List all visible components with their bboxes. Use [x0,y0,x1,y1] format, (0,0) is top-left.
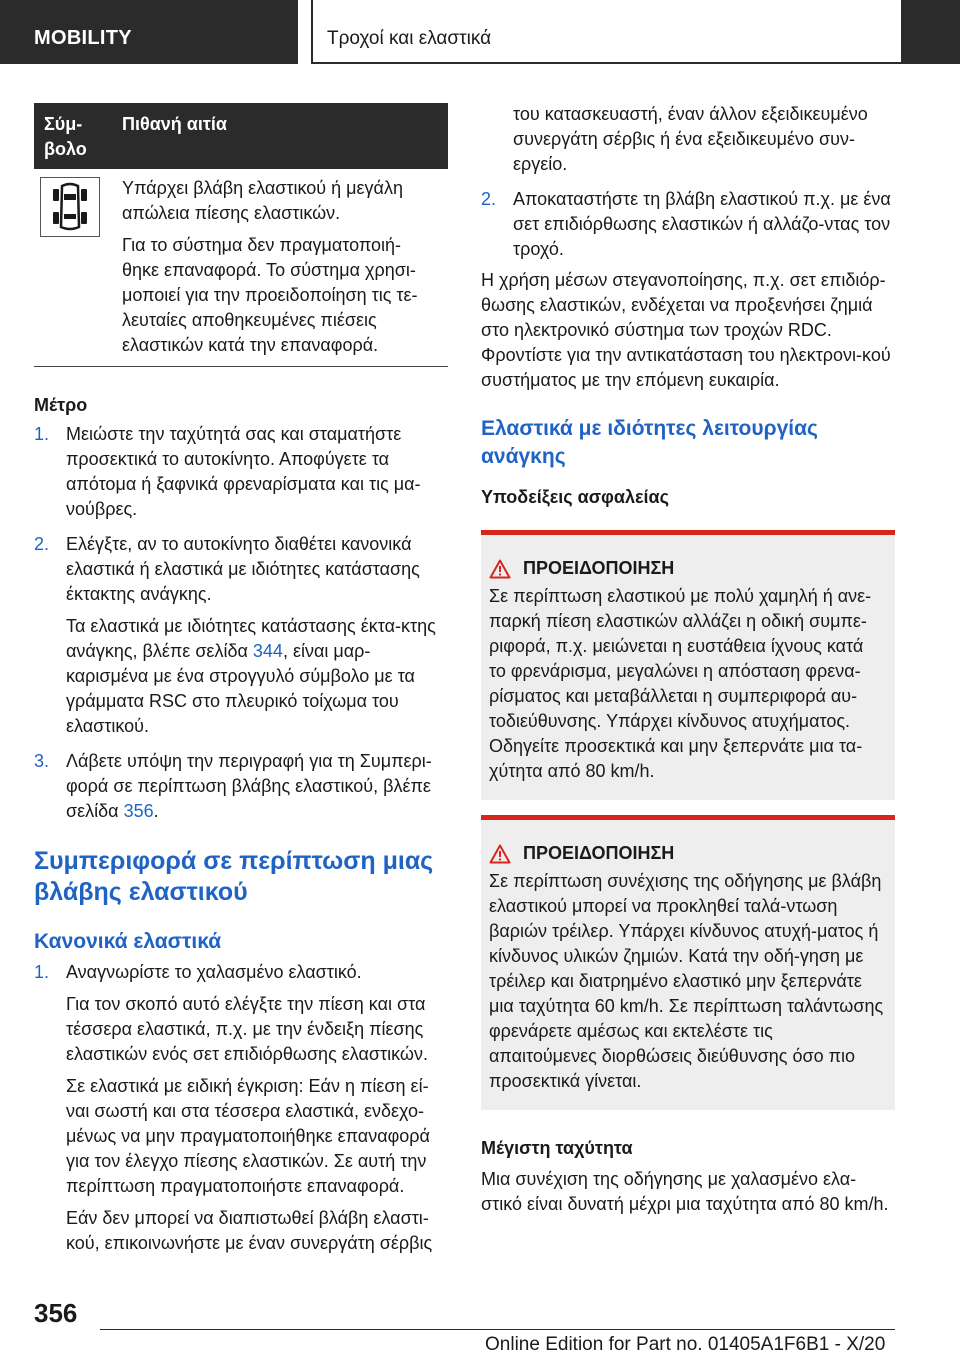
header-chapter-box [313,0,901,62]
table-cell-cause [112,169,448,367]
warning-box-1 [481,530,895,800]
step-text [66,749,448,824]
warning-text: Σε περίπτωση ελαστικού με πολύ χαμηλή ή ανε-παρκή πίεση ελαστικών αλλάζει η οδική συμπε-ριφορά, π.χ. μειώνεται η ευστάθεια ίχνους κατά το φρενάρισμα, μεγαλώνει η απόσταση φρενα-ρίσματος και μεταβάλλεται η συμπεριφορά αυ-τοδιεύθυνσης. Υπάρχει κίνδυνος ατυχήματος. Οδηγείτε προσεκτικά και μην ξεπερνάτε μια τα-χύτητα από 80 km/h. [489,586,872,781]
warning-header [481,815,895,866]
table-cell-symbol [34,169,112,367]
symbol-table-header [34,103,448,169]
tire-pressure-car-icon [40,177,100,237]
safety-notes-title: Υποδείξεις ασφαλείας [481,487,669,507]
warning-title: ΠΡΟΕΙΔΟΠΟΙΗΣΗ [523,558,675,578]
right-column [481,102,895,1217]
table-header-cause: Πιθανή αιτία [112,103,448,169]
list-item [34,422,448,522]
max-speed-title: Μέγιστη ταχύτητα [481,1138,633,1158]
measures-title: Μέτρο [34,395,88,415]
left-column [34,103,448,1256]
page-link-356[interactable]: 356 [123,801,154,821]
warning-bar [481,530,895,535]
step-text: Μειώστε την ταχύτητά σας και σταματήστε προσεκτικά το αυτοκίνητο. Αποφύγετε τα απότομα ή ξαφνικά φρεναρίσματα και τις μα-νούβρες. [66,424,421,519]
step-text: Αποκαταστήστε τη βλάβη ελαστικού π.χ. με ένα σετ επιδιόρθωσης ελαστικών ή αλλάζο-ντας τον τροχό. [513,189,891,259]
warning-title: ΠΡΟΕΙΔΟΠΟΙΗΣΗ [523,843,675,863]
step-text: Ελέγξτε, αν το αυτοκίνητο διαθέτει κανονικά ελαστικά ή ελαστικά με ιδιότητες κατάστασης έκτακτης ανάγκης. [66,534,420,604]
rdc-paragraph: Η χρήση μέσων στεγανοποίησης, π.χ. σετ επιδιόρ-θωσης ελαστικών, ενδέχεται να προξενήσει ζημιά στο ηλεκτρονικό σύστημα των τροχών RDC. Φροντίστε για την αντικατάσταση του ηλεκτρονι-κού συστήματος με την επόμενη ευκαιρία. [481,270,891,390]
step-text-part: , είναι μαρ-καρισμένα με ένα στρογγυλό σύμβολο με τα γράμματα RSC στο πλευρικό τοίχωμα του ελαστικού. [66,641,415,736]
step-text-part: Τα ελαστικά με ιδιότητες κατάστασης έκτα-κτης ανάγκης, βλέπε σελίδα [66,616,436,661]
list-item [34,960,448,1256]
step-text: Για τον σκοπό αυτό ελέγξτε την πίεση και στα τέσσερα ελαστικά, π.χ. με την ένδειξη πίεσης ελαστικών ενός σετ επιδιόρθωσης ελαστικών. [66,994,428,1064]
table-header-symbol: Σύμ-βολο [34,103,112,169]
step-text-part: Λάβετε υπόψη την περιγραφή για τη Συμπερι-φορά σε περίπτωση βλάβης ελαστικού, βλέπε σελίδα [66,751,432,821]
runflat-heading: Ελαστικά με ιδιότητες λειτουργίας ανάγκης [481,417,818,468]
step-text-rsc [66,614,448,739]
footer-edition: Online Edition for Part no. 01405A1F6B1 - X/20 [485,1334,886,1355]
header-chapter-tab [311,0,960,64]
header-section-tab [0,0,298,64]
step-text: του κατασκευαστή, έναν άλλον εξειδικευμένο συνεργάτη σέρβις ή ένα εξειδικευμένο συν-εργείο. [513,104,868,174]
warning-bar [481,815,895,820]
step-number: 3. [34,751,50,771]
step-text: Αναγνωρίστε το χαλασμένο ελαστικό. [66,962,362,982]
list-item [34,749,448,824]
list-item-continued [481,102,895,177]
step-number: 1. [34,962,50,982]
page-number: 356 [34,1298,78,1328]
symbol-table [34,103,448,367]
step-number: 1. [34,424,50,444]
cause-text-2: Για το σύστημα δεν πραγματοποιή-θηκε επαναφορά. Το σύστημα χρησι-μοποιεί για την προειδοποίηση τις τε-λευταίες αποθηκευμένες πιέσεις ελαστικών κατά την επαναφορά. [122,235,418,355]
list-item [481,187,895,262]
step-text-part: . [153,801,159,821]
normal-tires-subheading: Κανονικά ελαστικά [34,930,222,953]
header-section-label: MOBILITY [34,27,132,49]
max-speed-text: Μια συνέχιση της οδήγησης με χαλασμένο ελα-στικό είναι δυνατή μέχρι μια ταχύτητα από 80 km/h. [481,1169,889,1214]
header-chapter-label: Τροχοί και ελαστικά [327,28,492,49]
warning-header [481,530,895,581]
behaviour-heading: Συμπεριφορά σε περίπτωση μιας βλάβης ελαστικού [34,847,434,906]
footer-divider [100,1329,895,1330]
step-number: 2. [481,189,497,209]
step-number: 2. [34,534,50,554]
page-link-344[interactable]: 344 [252,641,283,661]
warning-triangle-icon [489,559,511,579]
list-item [34,532,448,739]
warning-text: Σε περίπτωση συνέχισης της οδήγησης με βλάβη ελαστικού μπορεί να προκληθεί ταλά-ντωση βαριών τρέιλερ. Υπάρχει κίνδυνος ατυχή-ματος ή κίνδυνος υλικών ζημιών. Κατά την οδή-γηση με τρέιλερ και διατρημένο ελαστικό μην ξεπερνάτε μια ταχύτητα 60 km/h. Σε περίπτωση ταλάντωσης φρενάρετε αμέσως και εκτελέστε τις απαιτούμενες διορθώσεις διεύθυνσης όσο πιο προσεκτικά γίνεται. [489,871,884,1091]
table-row [34,169,448,367]
warning-triangle-icon [489,844,511,864]
cause-text-1: Υπάρχει βλάβη ελαστικού ή μεγάλη απώλεια πίεσης ελαστικών. [122,178,403,223]
step-text: Σε ελαστικά με ειδική έγκριση: Εάν η πίεση εί-ναι σωστή και στα τέσσερα ελαστικά, ενδεχο-μένως να μην πραγματοποιήθηκε επαναφορά για τον έλεγχο πίεσης ελαστικών. Σε αυτή την περίπτωση πραγματοποιήστε επαναφορά. [66,1076,430,1196]
warning-box-2 [481,815,895,1110]
step-text: Εάν δεν μπορεί να διαπιστωθεί βλάβη ελαστι-κού, επικοινωνήστε με έναν συνεργάτη σέρβις [66,1208,433,1253]
